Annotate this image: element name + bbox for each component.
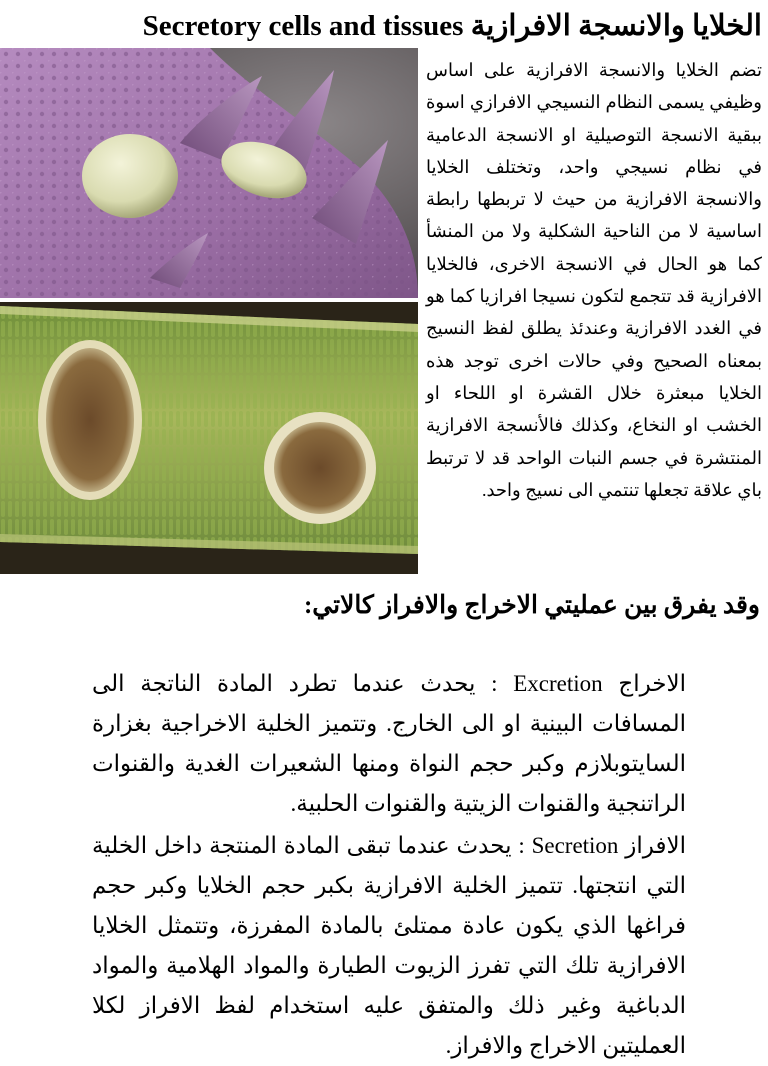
intro-paragraph: تضم الخلايا والانسجة الافرازية على اساس وظيفي يسمى النظام النسيجي الافرازي اسوة ببقية الانسجة التوصيلية او الانسجة الدعامية في نظام نسيجي واحد، وتختلف الخلايا والانسجة الافرازية من حيث لا تربطها رابطة اساسية لا من الناحية الشكلية ولا من المنشأ كما هو الحال في الانسجة الاخرى، فالخلايا الافرازية قد تتجمع لتكون نسيجا افرازيا كما هو في الغدد الافرازية وعندئذ يطلق لفظ النسيج بمعناه الصحيح وفي حالات اخرى توجد هذه الخلايا مبعثرة خلال القشرة او اللحاء او الخشب او النخاع، وكذلك فالأنسجة الافرازية المنتشرة في جسم النبات الواحد قد لا ترتبط باي علاقة تجعلها تنتمي الى نسيج واحد. <box>426 60 762 500</box>
page-title: الخلايا والانسجة الافرازية Secretory cells and tissues <box>142 10 762 42</box>
secretion-paragraph: الافراز Secretion : يحدث عندما تبقى المادة المنتجة داخل الخلية التي انتجتها. تتميز الخلية الافرازية بكبر حجم الخلايا وكبر حجم فراغها الذي يكون عادة ممتلئ بالمادة المفرزة، وتتمثل الخلايا الافرازية تلك التي تفرز الزيوت الطيارة والمواد الهلامية والمواد الدباغية وغير ذلك والمتفق عليه استخدام لفظ الافراز لكلا العمليتين الاخراج والافراز. <box>92 833 686 1058</box>
leaf-cross-section-secretory-cavity-micrograph <box>0 302 418 574</box>
section-subheading: وقد يفرق بين عمليتي الاخراج والافراز كالاتي: <box>303 592 760 619</box>
leaf-surface-glandular-hairs-micrograph <box>0 48 418 298</box>
excretion-paragraph: الاخراج Excretion : يحدث عندما تطرد المادة الناتجة الى المسافات البينية او الى الخارج. وتتميز الخلية الاخراجية بغزارة السايتوبلازم وكبر حجم النواة ومنها الشعيرات الغدية والقنوات الراتنجية والقنوات الزيتية والقنوات الحلبية. <box>92 671 687 816</box>
